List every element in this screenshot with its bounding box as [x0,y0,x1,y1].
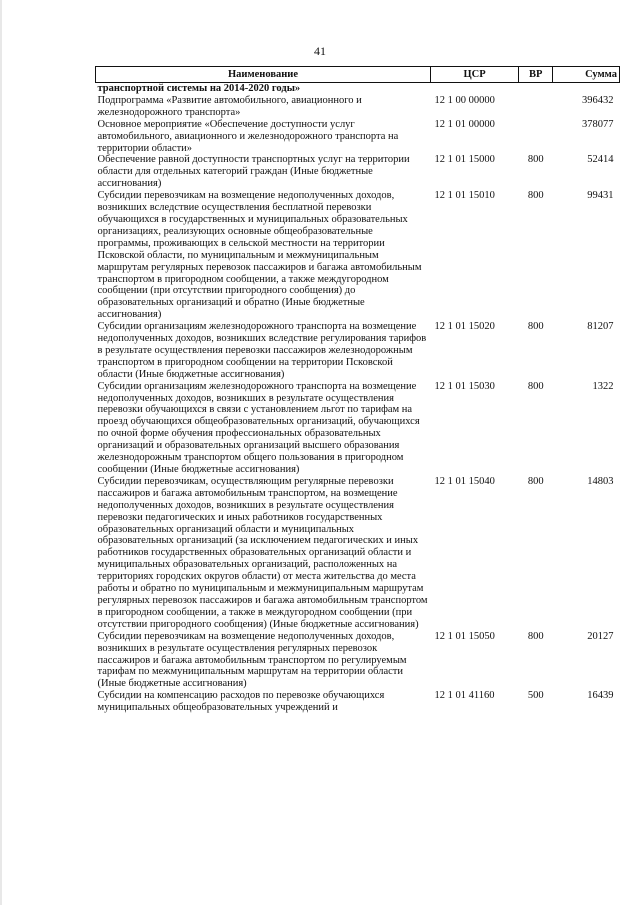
table-row [96,381,620,476]
row-csr: 12 1 01 15040 [434,475,495,487]
row-name: Субсидии перевозчикам на возмещение недополученных доходов, возникших в результате осуществления регулярных перевозок пассажиров и багажа автомобильным транспортом по регулируемым тарифам по межмуниципальным маршрутам на территории области (Иные бюджетные ассигнования) [97,630,407,690]
row-sum: 378077 [582,118,614,130]
row-csr: 12 1 01 15000 [434,154,495,166]
table-row [96,476,620,631]
row-csr: 12 1 01 41160 [434,690,495,702]
row-vr: 800 [527,190,544,202]
row-csr: 12 1 01 15050 [434,630,495,642]
row-sum: 99431 [587,190,614,202]
row-vr [519,83,553,95]
row-name: Основное мероприятие «Обеспечение доступности услуг автомобильного, авиационного и железнодорожного транспорта на территории области» [97,118,399,154]
table-header-row [96,67,620,83]
row-vr: 800 [527,630,544,642]
row-csr: 12 1 01 15010 [434,190,495,202]
table-body [96,83,620,715]
row-name: Субсидии перевозчикам на возмещение недополученных доходов, возникших вследствие осуществления бесплатной перевозки обучающихся в государственных и муниципальных образовательных организациях, реализующих основные общеобразовательные программы, проживающих в сельской местности на территории Псковской области, по муниципальным и межмуниципальным маршрутам регулярных перевозок пассажиров и багажа автомобильным транспортом в пригородном сообщении, а также междугородном сообщении (при отсутствии пригородного сообщения) до образовательных организаций и обратно (Иные бюджетные ассигнования) [97,190,422,321]
table-row [96,690,620,714]
page-number: 41 [314,44,326,58]
row-csr: 12 1 01 15020 [434,321,495,333]
scan-edge-left [0,0,2,905]
row-name: Субсидии организациям железнодорожного транспорта на возмещение недополученных доходов, возникших в результате осуществления перевозки обучающихся в связи с установлением льгот по тарифам на проезд обучающихся общеобразовательных организаций, обучающихся по очной форме обучения профессиональных образовательных организаций и образовательных организаций высшего образования железнодорожным транспортом общего пользования в пригородном сообщении (Иные бюджетные ассигнования) [97,380,420,475]
row-name: Обеспечение равной доступности транспортных услуг на территории области для отдельных категорий граждан (Иные бюджетные ассигнования) [97,154,410,190]
table-row [96,631,620,691]
row-vr: 800 [527,475,544,487]
header-csr: ЦСР [431,67,519,83]
row-sum: 81207 [587,321,614,333]
row-csr: 12 1 01 15030 [434,380,495,392]
table-row [96,154,620,190]
budget-table [95,66,620,714]
row-sum: 20127 [587,630,614,642]
row-sum: 14803 [587,475,614,487]
header-sum: Сумма [553,67,620,83]
header-name: Наименование [96,67,431,83]
row-name: транспортной системы на 2014-2020 годы» [97,83,301,94]
row-csr: 12 1 01 00000 [434,118,495,130]
row-csr: 12 1 00 00000 [434,94,495,106]
row-name: Подпрограмма «Развитие автомобильного, авиационного и железнодорожного транспорта» [97,94,362,118]
header-vr: ВР [519,67,553,83]
row-sum: 52414 [587,154,614,166]
row-name: Субсидии перевозчикам, осуществляющим регулярные перевозки пассажиров и багажа автомобильным транспортом, на возмещение недополученных доходов, возникших в результате осуществления перевозки педагогических и иных работников государственных образовательных организаций области и муниципальных образовательных организаций (за исключением педагогических и иных работников государственных образовательных организаций области и муниципальных образовательных организаций, расположенных на территориях городских округов области) от места жительства до места работы и обратно по муниципальным и межмуниципальным маршрутам регулярных перевозок пассажиров и багажа автомобильным транспортом в пригородном сообщении, а также в междугородном сообщении (при отсутствии пригородного сообщения) (Иные бюджетные ассигнования) [97,475,428,630]
row-sum [553,83,620,95]
row-sum: 1322 [592,380,614,392]
table-row [96,190,620,321]
row-vr: 800 [527,380,544,392]
row-csr [431,83,519,95]
row-vr: 800 [527,321,544,333]
row-vr [519,95,553,119]
table-row [96,119,620,155]
table-row [96,321,620,381]
row-name: Субсидии организациям железнодорожного транспорта на возмещение недополученных доходов, возникших вследствие регулирования тарифов в результате осуществления перевозки пассажиров железнодорожным транспортом в пригородном сообщении на территории Псковской области (Иные бюджетные ассигнования) [97,321,427,380]
row-vr: 800 [527,154,544,166]
row-vr: 500 [527,690,544,702]
row-sum: 16439 [587,690,614,702]
table-row [96,83,620,95]
row-sum: 396432 [582,94,614,106]
row-name: Субсидии на компенсацию расходов по перевозке обучающихся муниципальных общеобразовательных учреждений и [97,690,385,714]
row-vr [519,119,553,155]
table-row [96,95,620,119]
